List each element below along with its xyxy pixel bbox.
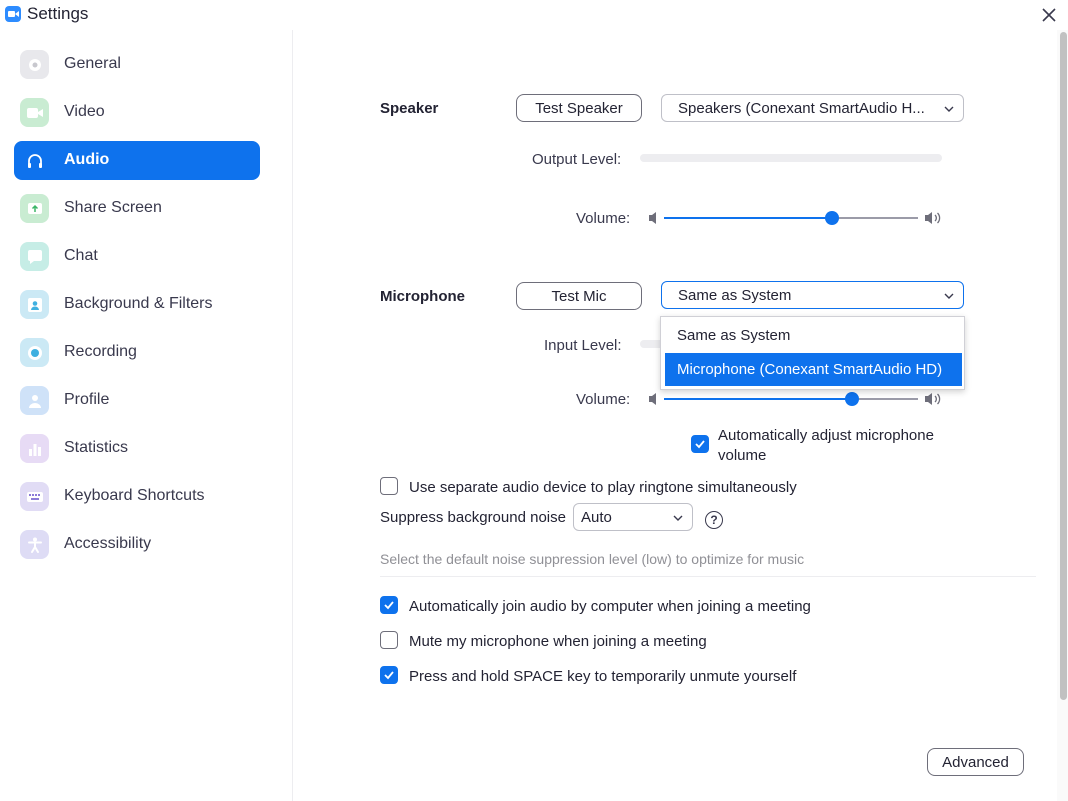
checkmark-icon: [383, 599, 395, 611]
slider-thumb[interactable]: [825, 211, 839, 225]
chat-bubble-icon: [20, 242, 49, 271]
record-icon: [20, 338, 49, 367]
sidebar-item-accessibility[interactable]: [14, 525, 260, 564]
auto-join-audio-checkbox[interactable]: [380, 596, 398, 614]
speaker-device-value: Speakers (Conexant SmartAudio H...: [678, 100, 925, 117]
close-button[interactable]: [1036, 2, 1062, 28]
checkmark-icon: [694, 438, 706, 450]
sidebar-item-share-screen[interactable]: [14, 189, 260, 228]
suppress-noise-label: Suppress background noise: [380, 509, 566, 526]
accessibility-icon: [20, 530, 49, 559]
mic-volume-label: Volume:: [576, 391, 631, 408]
slider-fill: [664, 217, 832, 219]
slider-fill: [664, 398, 852, 400]
speaker-section-label: Speaker: [380, 100, 439, 117]
sidebar-item-profile[interactable]: [14, 381, 260, 420]
auto-join-audio-label: Automatically join audio by computer when joining a meeting: [409, 598, 811, 615]
microphone-device-select[interactable]: [661, 281, 964, 309]
speaker-volume-slider[interactable]: [664, 208, 918, 228]
sidebar-item-label: Statistics: [64, 439, 129, 456]
scrollbar-thumb[interactable]: [1060, 32, 1067, 700]
sidebar-item-label: Chat: [64, 247, 98, 264]
background-person-icon: [20, 290, 49, 319]
zoom-app-icon: [5, 6, 21, 22]
sidebar-item-label: Audio: [64, 151, 110, 168]
video-camera-icon: [20, 98, 49, 127]
advanced-button[interactable]: Advanced: [927, 748, 1024, 776]
headphones-icon: [20, 146, 49, 175]
window-title: Settings: [27, 4, 89, 23]
share-screen-icon: [20, 194, 49, 223]
mic-volume-slider[interactable]: [664, 389, 918, 409]
suppress-noise-value: Auto: [581, 509, 612, 526]
bar-chart-icon: [20, 434, 49, 463]
noise-hint-text: Select the default noise suppression level (low) to optimize for music: [380, 551, 805, 567]
sidebar-item-label: Share Screen: [64, 199, 162, 216]
chevron-down-icon: [944, 104, 954, 114]
output-level-meter: [640, 154, 942, 162]
chevron-down-icon: [673, 513, 683, 523]
auto-adjust-mic-label: Automatically adjust microphone: [718, 427, 934, 444]
microphone-device-value: Same as System: [678, 287, 792, 304]
sidebar-item-video[interactable]: [14, 93, 260, 132]
title-bar: [0, 0, 1068, 30]
dropdown-option-microphone-conexant[interactable]: [665, 353, 962, 386]
test-mic-button[interactable]: Test Mic: [516, 282, 642, 310]
gear-icon: [20, 50, 49, 79]
dropdown-option-label: Microphone (Conexant SmartAudio HD): [677, 361, 943, 378]
slider-thumb[interactable]: [845, 392, 859, 406]
profile-icon: [20, 386, 49, 415]
sidebar-item-statistics[interactable]: [14, 429, 260, 468]
speaker-device-select[interactable]: [661, 94, 964, 122]
sidebar-item-label: Background & Filters: [64, 295, 213, 312]
sidebar-item-background-filters[interactable]: [14, 285, 260, 324]
microphone-section-label: Microphone: [380, 288, 465, 305]
sidebar-item-label: General: [64, 55, 121, 72]
space-unmute-label: Press and hold SPACE key to temporarily unmute yourself: [409, 668, 797, 685]
sidebar-item-label: Recording: [64, 343, 137, 360]
volume-low-icon: [647, 391, 665, 407]
chevron-down-icon: [944, 291, 954, 301]
separate-ringtone-checkbox[interactable]: [380, 477, 398, 495]
dropdown-option-same-as-system[interactable]: [665, 319, 962, 352]
suppress-noise-select[interactable]: [573, 503, 693, 531]
mute-on-join-checkbox[interactable]: [380, 631, 398, 649]
speaker-volume-label: Volume:: [576, 210, 631, 227]
checkmark-icon: [383, 669, 395, 681]
output-level-label: Output Level:: [532, 151, 622, 168]
volume-low-icon: [647, 210, 665, 226]
sidebar-item-general[interactable]: [14, 45, 260, 84]
sidebar-item-label: Video: [64, 103, 105, 120]
sidebar-item-label: Keyboard Shortcuts: [64, 487, 205, 504]
keyboard-icon: [20, 482, 49, 511]
sidebar-item-label: Accessibility: [64, 535, 152, 552]
dropdown-option-label: Same as System: [677, 327, 791, 344]
separate-ringtone-label: Use separate audio device to play ringtone simultaneously: [409, 479, 797, 496]
space-unmute-checkbox[interactable]: [380, 666, 398, 684]
input-level-label: Input Level:: [544, 337, 622, 354]
auto-adjust-mic-checkbox[interactable]: [691, 435, 709, 453]
volume-high-icon: [924, 210, 942, 226]
sidebar-item-audio[interactable]: [14, 141, 260, 180]
volume-high-icon: [924, 391, 942, 407]
microphone-dropdown-menu: [660, 316, 965, 390]
test-speaker-button[interactable]: Test Speaker: [516, 94, 642, 122]
close-icon: [1036, 2, 1062, 28]
sidebar-item-chat[interactable]: [14, 237, 260, 276]
section-divider: [380, 576, 1036, 577]
sidebar-item-label: Profile: [64, 391, 110, 408]
auto-adjust-mic-label-line2: volume: [718, 447, 767, 464]
sidebar-item-recording[interactable]: [14, 333, 260, 372]
sidebar-item-keyboard-shortcuts[interactable]: [14, 477, 260, 516]
help-icon[interactable]: ?: [705, 511, 723, 529]
sidebar: [0, 30, 293, 801]
mute-on-join-label: Mute my microphone when joining a meeting: [409, 633, 707, 650]
